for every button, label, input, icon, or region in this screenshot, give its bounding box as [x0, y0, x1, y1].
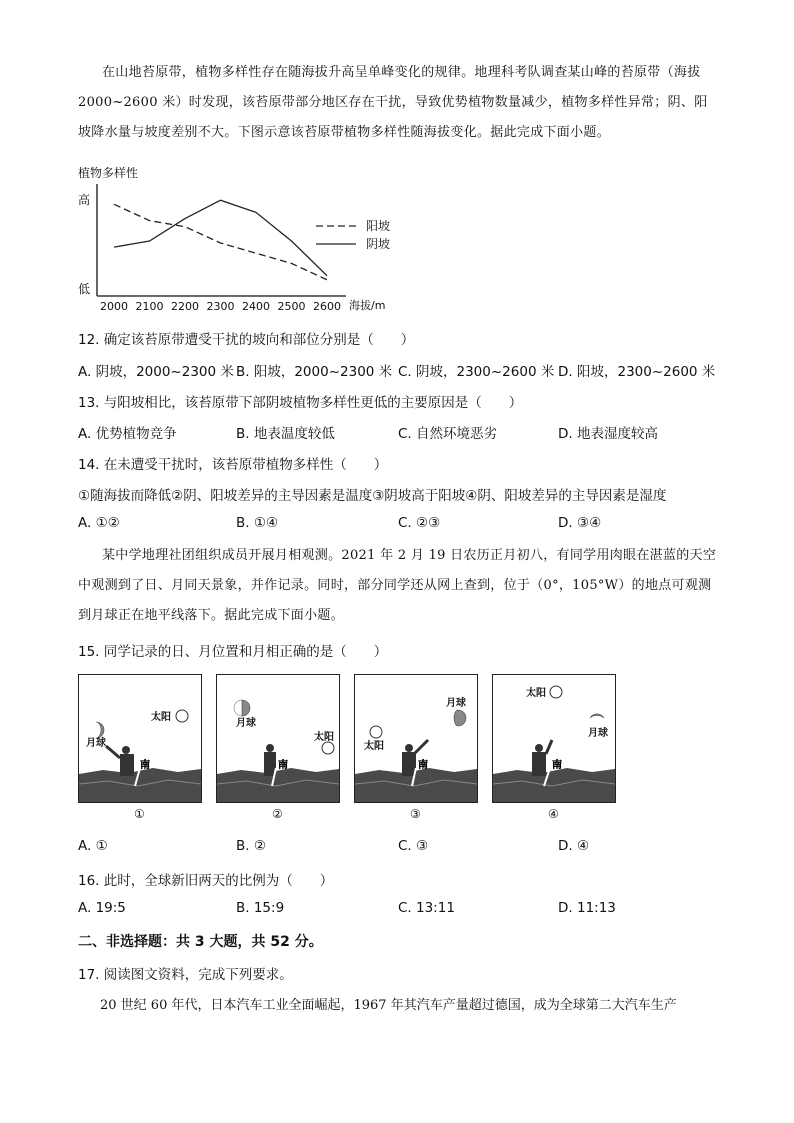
x-tick-label: 2200 — [171, 300, 199, 313]
q16-option-a[interactable]: A. 19:5 — [78, 900, 126, 916]
q14-option-a[interactable]: A. ①② — [78, 515, 120, 531]
q16-option-c[interactable]: C. 13:11 — [398, 900, 455, 916]
legend-label-yang: 阳坡 — [366, 219, 391, 233]
y-tick-high: 高 — [78, 193, 91, 207]
picture-number: ③ — [410, 807, 421, 821]
q15-option-b[interactable]: B. ② — [236, 838, 266, 854]
diversity-chart — [70, 160, 400, 320]
q12-option-c[interactable]: C. 阴坡，2300~2600 米 — [398, 364, 555, 380]
sun-label: 太阳 — [364, 741, 384, 752]
south-label: 南 — [552, 760, 562, 771]
x-tick-label: 2300 — [206, 300, 235, 313]
moon-label: 月球 — [86, 738, 106, 749]
q14-option-d[interactable]: D. ③④ — [558, 515, 602, 531]
sun-label: 太阳 — [526, 688, 546, 699]
picture-number: ② — [272, 807, 283, 821]
q17-stem: 17. 阅读图文资料，完成下列要求。 — [78, 967, 293, 983]
moon-label: 月球 — [588, 728, 608, 739]
q12-stem: 12. 确定该苔原带遭受干扰的坡向和部位分别是（ ） — [78, 332, 415, 348]
x-tick-label: 2500 — [277, 300, 306, 313]
q16-stem: 16. 此时，全球新旧两天的比例为（ ） — [78, 873, 334, 889]
q15-option-c[interactable]: C. ③ — [398, 838, 429, 854]
observation-picture-3 — [354, 674, 480, 824]
q16-option-d[interactable]: D. 11:13 — [558, 900, 616, 916]
q14-stem: 14. 在未遭受干扰时，该苔原带植物多样性（ ） — [78, 457, 388, 473]
landscape — [79, 768, 201, 802]
q13-option-b[interactable]: B. 地表温度较低 — [236, 426, 335, 442]
sun-icon — [322, 742, 334, 754]
q17-text: 20 世纪 60 年代，日本汽车工业全面崛起，1967 年其汽车产量超过德国，成为全球第二大汽车生产 — [100, 998, 677, 1013]
observation-picture-1 — [78, 674, 204, 824]
q15-option-a[interactable]: A. ① — [78, 838, 108, 854]
landscape — [493, 768, 615, 802]
q14-option-c[interactable]: C. ②③ — [398, 515, 441, 531]
q16-option-b[interactable]: B. 15:9 — [236, 900, 285, 916]
observation-picture-2 — [216, 674, 342, 824]
observation-picture-4 — [492, 674, 618, 824]
x-tick-label: 2000 — [100, 300, 128, 313]
q14-statements: ①随海拔而降低②阴、阳坡差异的主导因素是温度③阴坡高于阳坡④阴、阳坡差异的主导因素是湿度 — [78, 488, 667, 504]
sun-label: 太阳 — [314, 732, 334, 743]
x-tick-label: 2400 — [242, 300, 270, 313]
south-label: 南 — [140, 760, 150, 771]
q13-option-c[interactable]: C. 自然环境恶劣 — [398, 426, 498, 442]
sun-label: 太阳 — [151, 712, 171, 723]
x-tick-label: 2600 — [313, 300, 341, 313]
sun-icon — [176, 710, 188, 722]
q13-option-d[interactable]: D. 地表湿度较高 — [558, 426, 658, 442]
picture-number: ① — [134, 807, 145, 821]
q12-option-a[interactable]: A. 阴坡，2000~2300 米 — [78, 364, 234, 380]
x-axis-label: 海拔/m — [349, 299, 386, 312]
section-heading: 二、非选择题：共 3 大题，共 52 分。 — [78, 934, 323, 950]
picture-number: ④ — [548, 807, 559, 821]
landscape — [217, 768, 339, 802]
sun-icon — [550, 686, 562, 698]
q12-option-b[interactable]: B. 阳坡，2000~2300 米 — [236, 364, 393, 380]
y-axis-label: 植物多样性 — [78, 166, 139, 180]
south-label: 南 — [278, 760, 288, 771]
moon-label: 月球 — [446, 698, 466, 709]
q12-option-d[interactable]: D. 阳坡，2300~2600 米 — [558, 364, 716, 380]
moon-label: 月球 — [236, 718, 256, 729]
x-tick-label: 2100 — [135, 300, 164, 313]
q14-option-b[interactable]: B. ①④ — [236, 515, 279, 531]
intro-paragraph-1: 在山地苔原带，植物多样性存在随海拔升高呈单峰变化的规律。地理科考队调查某山峰的苔原带（海拔 2000~2600 米）时发现，该苔原带部分地区存在干扰，导致优势植物数量减少，植物多样性异常；阴、阳坡降水量与坡度差别不大。下图示意该苔原带植物多样性随海拔变化。据此完成下面小题。 — [78, 65, 708, 140]
q15-option-d[interactable]: D. ④ — [558, 838, 590, 854]
q15-stem: 15. 同学记录的日、月位置和月相正确的是（ ） — [78, 644, 388, 660]
south-label: 南 — [418, 760, 428, 771]
intro-paragraph-2: 某中学地理社团组织成员开展月相观测。2021 年 2 月 19 日农历正月初八，有同学用肉眼在湛蓝的天空中观测到了日、月同天景象，并作记录。同时，部分同学还从网上查到，位于（0°，105°W）的地点可观测到月球正在地平线落下。据此完成下面小题。 — [78, 548, 717, 623]
q13-stem: 13. 与阳坡相比，该苔原带下部阴坡植物多样性更低的主要原因是（ ） — [78, 395, 523, 411]
y-tick-low: 低 — [78, 282, 91, 296]
legend-label-yin: 阴坡 — [366, 237, 391, 251]
q13-option-a[interactable]: A. 优势植物竞争 — [78, 426, 177, 442]
sun-icon — [370, 726, 382, 738]
